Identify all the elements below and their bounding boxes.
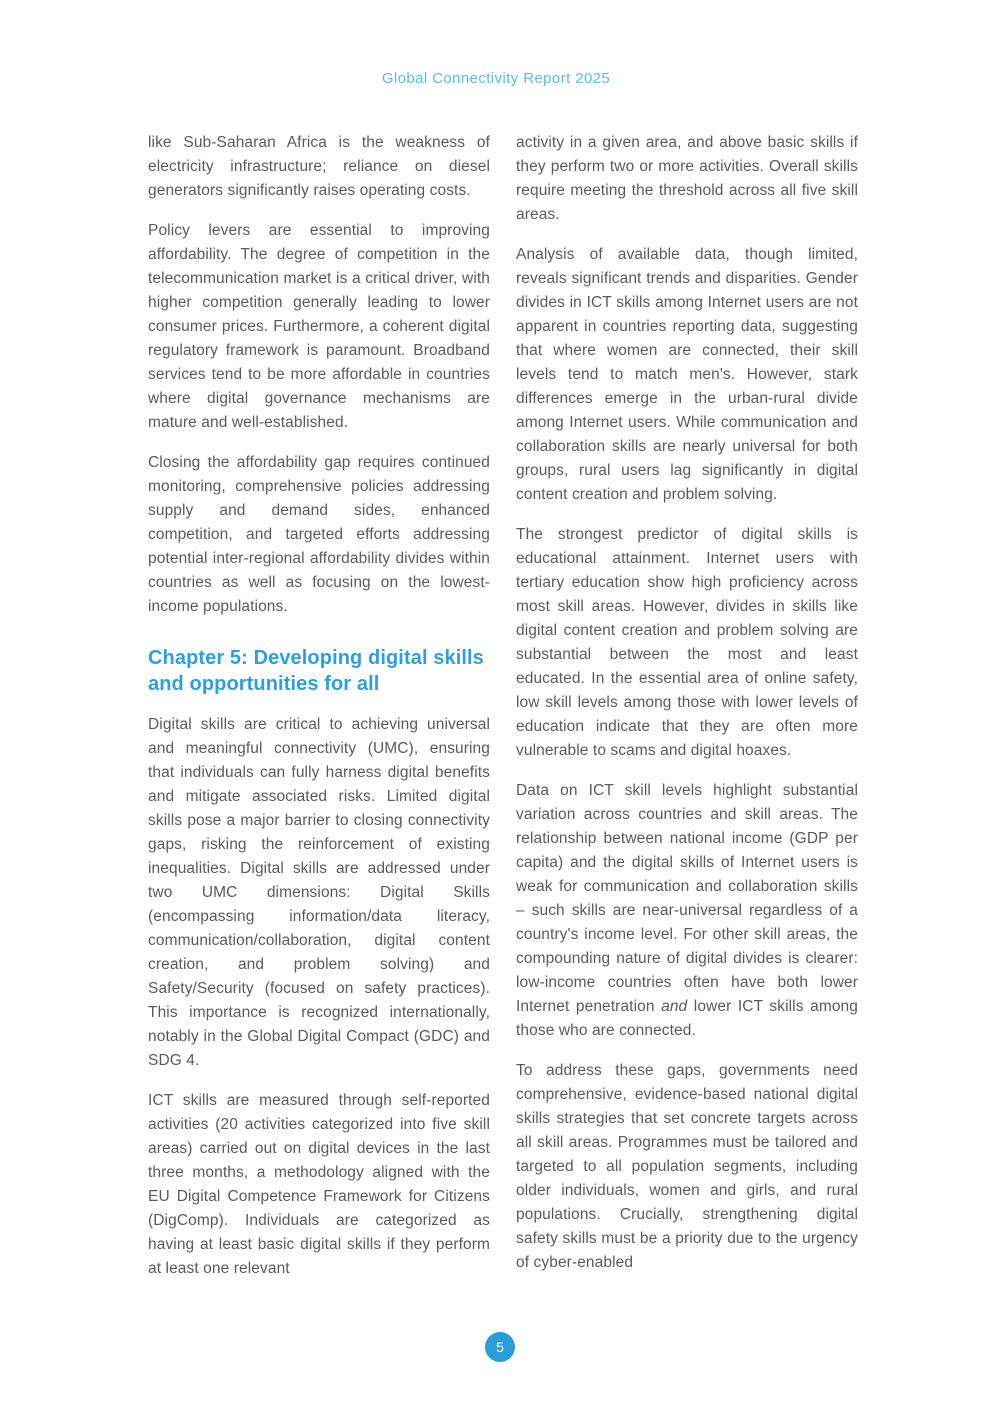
italic-emphasis: and	[661, 998, 688, 1015]
paragraph: Digital skills are critical to achieving universal and meaningful connectivity (UMC), ensuring that individuals can fully harness digital benefits and mitigate associated risks. Limited digital skills pose a major barrier to closing connectivity gaps, risking the reinforcement of existing inequalities. Digital skills are addressed under two UMC dimensions: Digital Skills (encompassing information/data literacy, communication/collaboration, digital content creation, and problem solving) and Safety/Security (focused on safety practices). This importance is recognized internationally, notably in the Global Digital Compact (GDC) and SDG 4.	[148, 716, 490, 1069]
page-number: 5	[496, 1339, 504, 1355]
paragraph: activity in a given area, and above basic skills if they perform two or more activities. Overall skills require meeting the threshold across all five skill areas.	[516, 134, 858, 223]
paragraph: ICT skills are measured through self-reported activities (20 activities categorized into five skill areas) carried out on digital devices in the last three months, a methodology aligned with the EU Digital Competence Framework for Citizens (DigComp). Individuals are categorized as having at least basic digital skills if they perform at least one relevant	[148, 1092, 490, 1277]
paragraph-text: Data on ICT skill levels highlight substantial variation across countries and skill areas. The relationship between national income (GDP per capita) and the digital skills of Internet users is weak for communication and collaboration skills – such skills are near-universal regardless of a country's income level. For other skill areas, the compounding nature of digital divides is clearer: low-income countries often have both lower Internet penetration	[516, 782, 858, 1015]
paragraph	[516, 779, 858, 1043]
two-column-layout	[148, 131, 858, 1281]
paragraph-text: lower ICT skills among those who are connected.	[516, 998, 858, 1039]
chapter-heading: Chapter 5: Developing digital skills and opportunities for all	[148, 647, 484, 695]
paragraph: like Sub-Saharan Africa is the weakness of electricity infrastructure; reliance on diesel generators significantly raises operating costs.	[148, 134, 490, 199]
right-column	[516, 131, 858, 1281]
paragraph: Analysis of available data, though limited, reveals significant trends and disparities. Gender divides in ICT skills among Internet users are not apparent in countries reporting data, suggesting that where women are connected, their skill levels tend to match men's. However, stark differences emerge in the urban-rural divide among Internet users. While communication and collaboration skills are nearly universal for both groups, rural users lag significantly in digital content creation and problem solving.	[516, 246, 858, 503]
left-column	[148, 131, 490, 1281]
paragraph: Policy levers are essential to improving affordability. The degree of competition in the telecommunication market is a critical driver, with higher competition generally leading to lower consumer prices. Furthermore, a coherent digital regulatory framework is paramount. Broadband services tend to be more affordable in countries where digital governance mechanisms are mature and well-established.	[148, 222, 490, 431]
paragraph: To address these gaps, governments need comprehensive, evidence-based national digital skills strategies that set concrete targets across all skill areas. Programmes must be tailored and targeted to all population segments, including older individuals, women and girls, and rural populations. Crucially, strengthening digital safety skills must be a priority due to the urgency of cyber-enabled	[516, 1062, 858, 1271]
paragraph: The strongest predictor of digital skills is educational attainment. Internet users with tertiary education show high proficiency across most skill areas. However, divides in skills like digital content creation and problem solving are substantial between the most and least educated. In the essential area of online safety, low skill levels among those with lower levels of education indicate that they are often more vulnerable to scams and digital hoaxes.	[516, 526, 858, 759]
paragraph: Closing the affordability gap requires continued monitoring, comprehensive policies addressing supply and demand sides, enhanced competition, and targeted efforts addressing potential inter-regional affordability divides within countries as well as focusing on the lowest-income populations.	[148, 454, 490, 615]
page-number-badge	[485, 1332, 515, 1362]
report-title: Global Connectivity Report 2025	[381, 70, 611, 87]
